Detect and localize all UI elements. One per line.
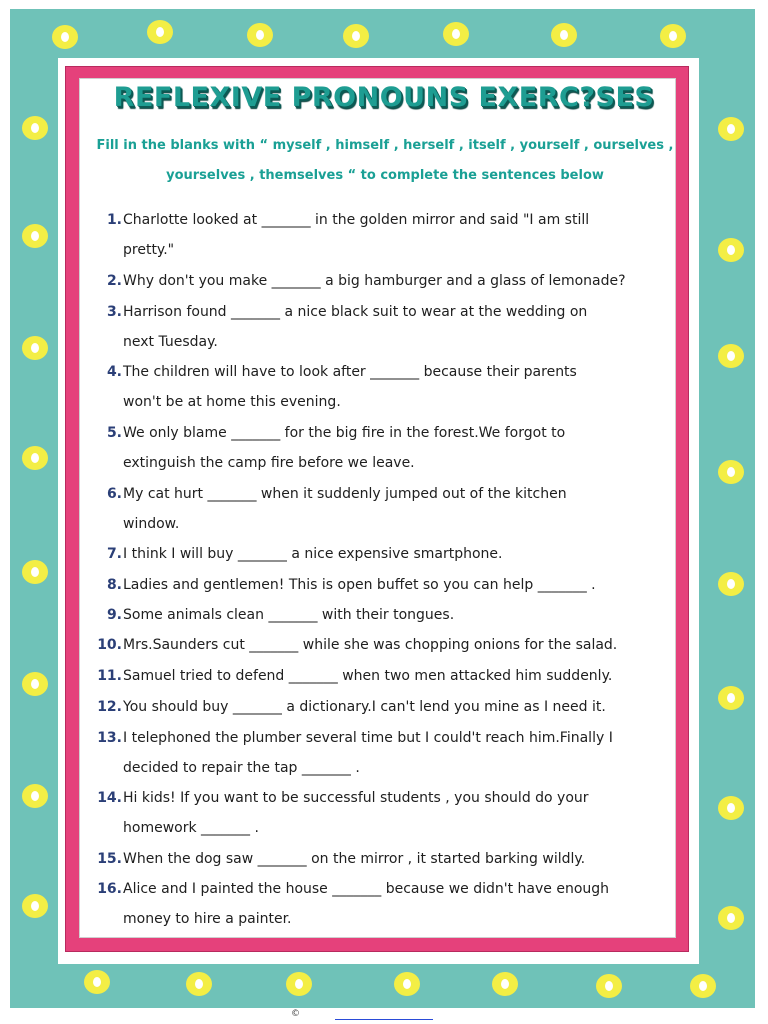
item-sentence [123, 723, 673, 783]
sentence-line: I telephoned the plumber several time but I could't reach him.Finally I [123, 730, 613, 746]
sentence-line: decided to repair the tap _______ . [123, 760, 360, 776]
sentence-line: Ladies and gentlemen! This is open buffet so you can help _______ . [123, 577, 596, 593]
sentence-line: Harrison found _______ a nice black suit to wear at the wedding on [123, 304, 588, 320]
sentence-line: You should buy _______ a dictionary.I can't lend you mine as I need it. [123, 699, 606, 715]
polka-dot-icon [22, 672, 48, 696]
polka-dot-icon [247, 23, 273, 47]
sentence-line: window. [123, 516, 180, 532]
polka-dot-icon [718, 117, 744, 141]
polka-dot-icon [84, 970, 110, 994]
sentence-line: Alice and I painted the house _______ because we didn't have enough [123, 881, 610, 897]
polka-dot-icon [551, 23, 577, 47]
item-number: 3. [106, 304, 122, 320]
sentence-line: The children will have to look after _______ because their parents [123, 364, 577, 380]
sentence-line: Samuel tried to defend _______ when two men attacked him suddenly. [123, 668, 613, 684]
sentence-line: We only blame _______ for the big fire in the forest.We forgot to [123, 425, 566, 441]
polka-dot-icon [22, 560, 48, 584]
polka-dot-icon [718, 906, 744, 930]
item-sentence [123, 692, 673, 722]
polka-dot-icon [492, 972, 518, 996]
item-sentence [123, 539, 673, 569]
polka-dot-icon [718, 460, 744, 484]
item-sentence [123, 570, 673, 600]
item-number: 2. [106, 273, 122, 289]
sentence-line: Hi kids! If you want to be successful students , you should do your [123, 790, 589, 806]
instructions-line-2: yourselves , themselves “ to complete the sentences below [166, 168, 604, 183]
polka-dot-icon [22, 894, 48, 918]
item-number: 9. [106, 607, 122, 623]
polka-dot-icon [286, 972, 312, 996]
item-number: 4. [106, 364, 122, 380]
polka-dot-icon [343, 24, 369, 48]
sentence-line: pretty." [123, 242, 175, 258]
polka-dot-icon [52, 25, 78, 49]
sentence-line: Mrs.Saunders cut _______ while she was chopping onions for the salad. [123, 637, 618, 653]
sentence-line: Why don't you make _______ a big hamburger and a glass of lemonade? [123, 273, 626, 289]
item-sentence [123, 844, 673, 874]
sentence-line: When the dog saw _______ on the mirror , it started barking wildly. [123, 851, 586, 867]
sentence-line: won't be at home this evening. [123, 394, 341, 410]
polka-dot-icon [186, 972, 212, 996]
item-sentence [123, 418, 673, 478]
polka-dot-icon [596, 974, 622, 998]
item-sentence [123, 357, 673, 417]
sentence-line: next Tuesday. [123, 334, 218, 350]
sentence-line: Some animals clean _______ with their tongues. [123, 607, 455, 623]
item-sentence [123, 661, 673, 691]
polka-dot-icon [718, 796, 744, 820]
item-sentence [123, 205, 673, 265]
polka-dot-icon [660, 24, 686, 48]
item-sentence [123, 600, 673, 630]
item-number: 7. [106, 546, 122, 562]
polka-dot-icon [22, 446, 48, 470]
polka-dot-icon [22, 784, 48, 808]
polka-dot-icon [22, 336, 48, 360]
item-sentence [123, 783, 673, 843]
item-sentence [123, 479, 673, 539]
item-number: 15. [97, 851, 122, 867]
footer-link-underline[interactable] [335, 1019, 433, 1020]
item-number: 5. [106, 425, 122, 441]
item-number: 8. [106, 577, 122, 593]
item-number: 1. [106, 212, 122, 228]
polka-dot-icon [718, 238, 744, 262]
copyright-symbol: © [291, 1009, 300, 1019]
polka-dot-icon [22, 116, 48, 140]
polka-dot-icon [718, 572, 744, 596]
item-number: 6. [106, 486, 122, 502]
polka-dot-icon [690, 974, 716, 998]
polka-dot-icon [394, 972, 420, 996]
instructions-line-1: Fill in the blanks with “ myself , himself , herself , itself , yourself , ourselves , [96, 138, 674, 153]
polka-dot-icon [147, 20, 173, 44]
item-sentence [123, 297, 673, 357]
item-sentence [123, 874, 673, 934]
item-number: 14. [97, 790, 122, 806]
sentence-line: My cat hurt _______ when it suddenly jumped out of the kitchen [123, 486, 567, 502]
sentence-line: money to hire a painter. [123, 911, 292, 927]
sentence-line: Charlotte looked at _______ in the golden mirror and said "I am still [123, 212, 590, 228]
item-sentence [123, 630, 673, 660]
worksheet-title: REFLEXIVE PRONOUNS EXERC?SES [113, 82, 655, 113]
item-sentence [123, 266, 673, 296]
sentence-line: I think I will buy _______ a nice expensive smartphone. [123, 546, 503, 562]
item-number: 12. [97, 699, 122, 715]
polka-dot-icon [718, 344, 744, 368]
item-number: 10. [97, 637, 122, 653]
item-number: 11. [97, 668, 122, 684]
sentence-line: extinguish the camp fire before we leave. [123, 455, 415, 471]
sentence-line: homework _______ . [123, 820, 259, 836]
polka-dot-icon [443, 22, 469, 46]
polka-dot-icon [718, 686, 744, 710]
item-number: 16. [97, 881, 122, 897]
polka-dot-icon [22, 224, 48, 248]
item-number: 13. [97, 730, 122, 746]
